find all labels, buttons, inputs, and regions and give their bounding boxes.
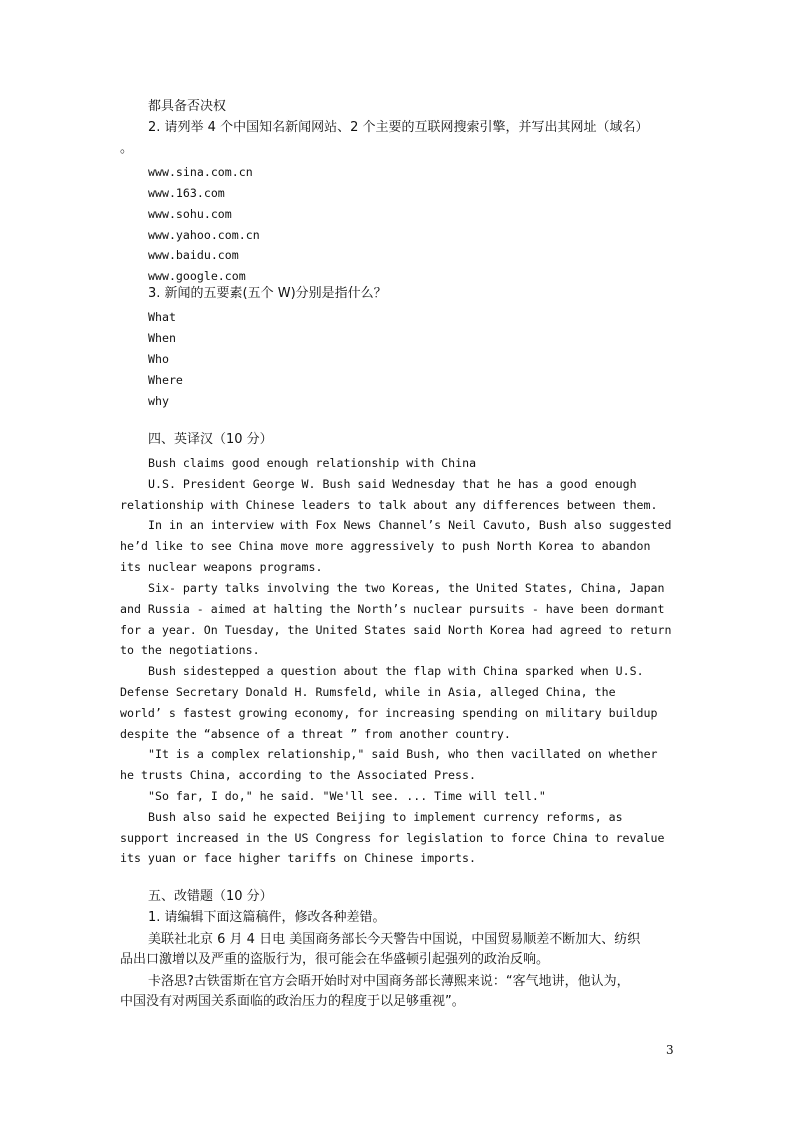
site-url: www.baidu.com (148, 248, 239, 262)
article-line: its yuan or face higher tariffs on Chinese imports. (120, 851, 476, 865)
w-answer: What (148, 310, 176, 324)
q1-tail: 都具备否决权 (148, 99, 227, 114)
article-line: support increased in the US Congress for legislation to force China to revalue (120, 831, 665, 845)
site-url: www.google.com (148, 269, 246, 283)
site-url: www.sina.com.cn (148, 165, 253, 179)
article-line: Bush also said he expected Beijing to implement currency reforms, as (148, 810, 623, 824)
site-url: www.yahoo.com.cn (148, 228, 260, 242)
q3-prompt: 3. 新闻的五要素(五个 W)分别是指什么？ (148, 286, 387, 301)
site-url: www.sohu.com (148, 207, 232, 221)
article-line: its nuclear weapons programs. (120, 560, 323, 574)
article-line: to the negotiations. (120, 643, 260, 657)
article-line: relationship with Chinese leaders to talk about any differences between them. (120, 498, 658, 512)
w-answer: why (148, 394, 169, 408)
section5-task: 1. 请编辑下面这篇稿件，修改各种差错。 (148, 910, 386, 925)
article-line: "It is a complex relationship," said Bush, who then vacillated on whether (148, 747, 658, 761)
article-line: Defense Secretary Donald H. Rumsfeld, while in Asia, alleged China, the (120, 685, 616, 699)
page-number: 3 (666, 1043, 674, 1057)
section4-heading: 四、英译汉（10 分） (148, 432, 273, 447)
draft-line: 中国没有对两国关系面临的政治压力的程度于以足够重视”。 (120, 994, 465, 1009)
section5-heading: 五、改错题（10 分） (148, 889, 273, 904)
article-line: Six- party talks involving the two Koreas, the United States, China, Japan (148, 581, 665, 595)
article-line: world’ s fastest growing economy, for increasing spending on military buildup (120, 706, 658, 720)
w-answer: Where (148, 373, 183, 387)
article-line: and Russia - aimed at halting the North’s nuclear pursuits - have been dormant (120, 602, 665, 616)
draft-line: 美联社北京 6 月 4 日电 美国商务部长今天警告中国说，中国贸易顺差不断加大、纺织 (148, 932, 641, 947)
article-title: Bush claims good enough relationship with China (148, 456, 477, 470)
article-line: despite the “absence of a threat ” from another country. (120, 727, 511, 741)
article-line: U.S. President George W. Bush said Wednesday that he has a good enough (148, 477, 637, 491)
draft-line: 品出口激增以及严重的盗版行为，很可能会在华盛顿引起强列的政治反响。 (120, 952, 550, 967)
article-line: he’d like to see China move more aggressively to push North Korea to abandon (120, 539, 651, 553)
article-line: "So far, I do," he said. "We'll see. ... Time will tell." (148, 789, 546, 803)
draft-line: 卡洛思?古铁雷斯在官方会晤开始时对中国商务部长薄熙来说：“客气地讲，他认为， (148, 974, 630, 989)
site-url: www.163.com (148, 186, 225, 200)
article-line: In in an interview with Fox News Channel’s Neil Cavuto, Bush also suggested (148, 518, 672, 532)
q2-prompt-wrap: 。 (120, 141, 134, 156)
article-line: for a year. On Tuesday, the United States said North Korea had agreed to return (120, 623, 672, 637)
article-line: he trusts China, according to the Associated Press. (120, 768, 476, 782)
q2-prompt: 2. 请列举 4 个中国知名新闻网站、2 个主要的互联网搜索引擎，并写出其网址（域名） (148, 120, 649, 135)
article-line: Bush sidestepped a question about the flap with China sparked when U.S. (148, 664, 644, 678)
w-answer: Who (148, 352, 169, 366)
w-answer: When (148, 331, 176, 345)
